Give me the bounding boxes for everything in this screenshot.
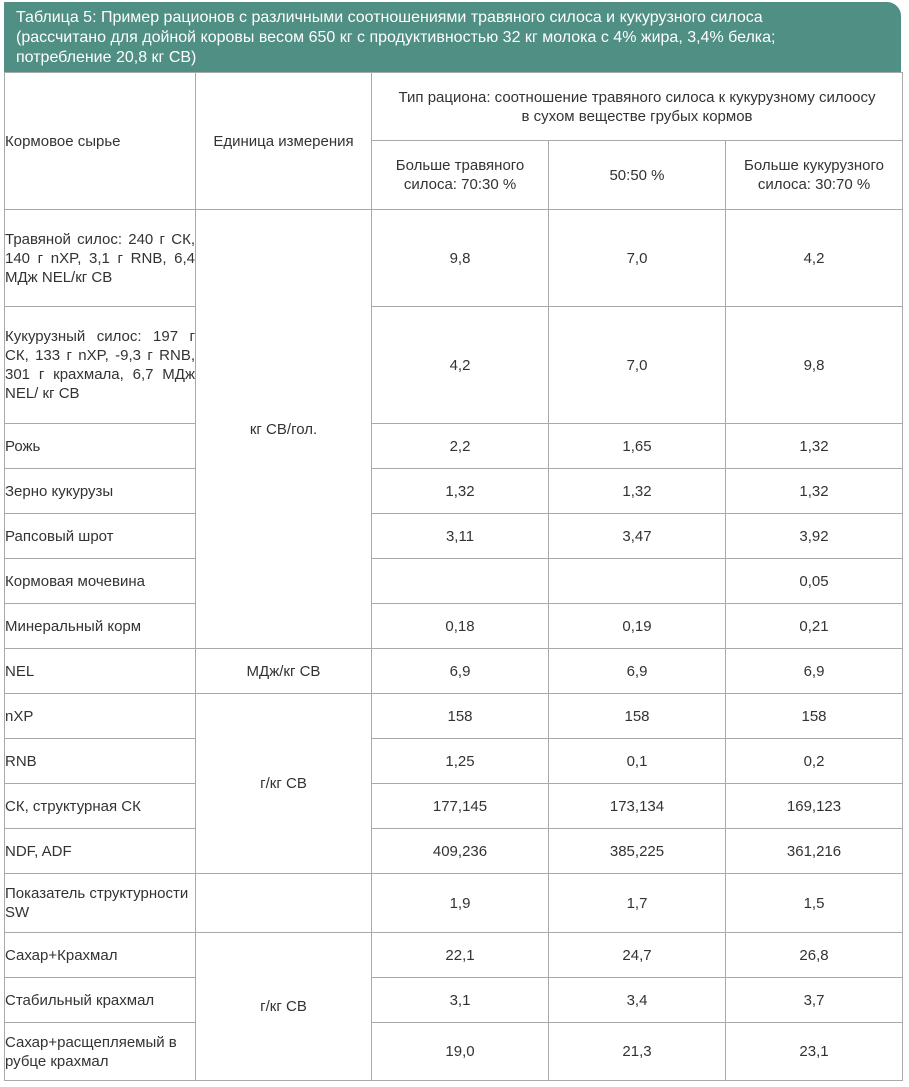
table-row	[5, 649, 903, 694]
cell-equal: 3,4	[549, 978, 726, 1023]
unit-g-kg-dm: г/кг СВ	[196, 694, 372, 874]
table-row	[5, 1023, 903, 1081]
row-feed: Кормовая мочевина	[5, 559, 196, 604]
cell-equal: 3,47	[549, 514, 726, 559]
header-ration-type	[372, 73, 903, 141]
table-row	[5, 874, 903, 933]
cell-grass: 19,0	[372, 1023, 549, 1081]
cell-grass: 4,2	[372, 307, 549, 424]
table-row	[5, 978, 903, 1023]
cell-grass: 177,145	[372, 784, 549, 829]
cell-corn: 1,5	[726, 874, 903, 933]
cell-corn: 169,123	[726, 784, 903, 829]
cell-equal: 1,7	[549, 874, 726, 933]
cell-corn: 0,2	[726, 739, 903, 784]
unit-empty	[196, 874, 372, 933]
table-row	[5, 694, 903, 739]
header-col-grass-line-1: Больше травяного	[395, 157, 525, 174]
cell-corn: 9,8	[726, 307, 903, 424]
row-feed: Зерно кукурузы	[5, 469, 196, 514]
cell-grass: 1,25	[372, 739, 549, 784]
row-feed: nXP	[5, 694, 196, 739]
row-feed: Рожь	[5, 424, 196, 469]
header-unit: Единица измерения	[196, 73, 372, 210]
row-feed: Минеральный корм	[5, 604, 196, 649]
table-row	[5, 210, 903, 307]
ration-table	[4, 72, 903, 1081]
header-col-equal: 50:50 %	[549, 141, 726, 210]
cell-corn: 4,2	[726, 210, 903, 307]
table-row	[5, 784, 903, 829]
cell-corn: 23,1	[726, 1023, 903, 1081]
cell-equal: 158	[549, 694, 726, 739]
cell-grass: 158	[372, 694, 549, 739]
cell-equal: 7,0	[549, 210, 726, 307]
cell-corn: 3,92	[726, 514, 903, 559]
cell-corn: 3,7	[726, 978, 903, 1023]
caption-line-1: Таблица 5: Пример рационов с различными соотношениями травяного силоса и кукурузного силоса	[16, 9, 763, 26]
row-feed: NDF, ADF	[5, 829, 196, 874]
header-col-corn-line-1: Больше кукурузного	[744, 157, 884, 174]
table-row	[5, 469, 903, 514]
cell-equal: 385,225	[549, 829, 726, 874]
table-row	[5, 424, 903, 469]
table-row	[5, 559, 903, 604]
cell-equal	[549, 559, 726, 604]
cell-equal: 0,1	[549, 739, 726, 784]
row-feed: RNB	[5, 739, 196, 784]
header-col-corn	[726, 141, 903, 210]
cell-corn: 0,21	[726, 604, 903, 649]
row-feed: Рапсовый шрот	[5, 514, 196, 559]
header-col-grass	[372, 141, 549, 210]
header-ration-type-line-1: Тип рациона: соотношение травяного силоса к кукурузному силоосу	[398, 88, 876, 106]
table-row	[5, 604, 903, 649]
cell-corn: 1,32	[726, 424, 903, 469]
table-row	[5, 933, 903, 978]
row-feed: Сахар+расщепляемый в рубце крахмал	[5, 1023, 196, 1081]
cell-equal: 1,32	[549, 469, 726, 514]
cell-equal: 0,19	[549, 604, 726, 649]
cell-corn: 0,05	[726, 559, 903, 604]
row-feed: Сахар+Крахмал	[5, 933, 196, 978]
cell-grass: 1,32	[372, 469, 549, 514]
header-col-grass-line-2: силоса: 70:30 %	[403, 176, 517, 193]
row-feed: Показатель структурности SW	[5, 874, 196, 933]
header-feed: Кормовое сырье	[5, 73, 196, 210]
table-row	[5, 739, 903, 784]
cell-grass: 3,1	[372, 978, 549, 1023]
header-ration-type-line-2: в сухом веществе грубых кормов	[521, 107, 753, 125]
cell-grass: 2,2	[372, 424, 549, 469]
caption-line-2: (рассчитано для дойной коровы весом 650 кг с продуктивностью 32 кг молока с 4% жира, 3,4% белка;	[16, 29, 776, 46]
cell-corn: 361,216	[726, 829, 903, 874]
header-col-corn-line-2: силоса: 30:70 %	[757, 176, 871, 193]
cell-grass: 409,236	[372, 829, 549, 874]
cell-equal: 1,65	[549, 424, 726, 469]
row-feed: СК, структурная СК	[5, 784, 196, 829]
row-feed: Стабильный крахмал	[5, 978, 196, 1023]
cell-equal: 21,3	[549, 1023, 726, 1081]
cell-grass: 22,1	[372, 933, 549, 978]
unit-g-kg-dm: г/кг СВ	[196, 933, 372, 1081]
row-feed: NEL	[5, 649, 196, 694]
cell-grass: 0,18	[372, 604, 549, 649]
cell-grass: 9,8	[372, 210, 549, 307]
cell-grass	[372, 559, 549, 604]
table-row	[5, 829, 903, 874]
cell-corn: 1,32	[726, 469, 903, 514]
cell-equal: 7,0	[549, 307, 726, 424]
unit-kg-dm-head: кг СВ/гол.	[196, 210, 372, 649]
table-row	[5, 307, 903, 424]
cell-corn: 26,8	[726, 933, 903, 978]
row-feed: Травяной силос: 240 г СК, 140 г nXP, 3,1 г RNB, 6,4 МДж NEL/кг СВ	[5, 210, 196, 307]
cell-equal: 173,134	[549, 784, 726, 829]
cell-corn: 158	[726, 694, 903, 739]
header-row	[5, 73, 903, 141]
table-caption	[4, 2, 901, 72]
cell-grass: 6,9	[372, 649, 549, 694]
cell-corn: 6,9	[726, 649, 903, 694]
table-row	[5, 514, 903, 559]
cell-equal: 24,7	[549, 933, 726, 978]
unit-mj-kg-dm: МДж/кг СВ	[196, 649, 372, 694]
cell-grass: 1,9	[372, 874, 549, 933]
cell-equal: 6,9	[549, 649, 726, 694]
row-feed: Кукурузный силос: 197 г СК, 133 г nXP, -9,3 г RNB, 301 г крахмала, 6,7 МДж NEL/ кг СВ	[5, 307, 196, 424]
caption-line-3: потребление 20,8 кг СВ)	[16, 49, 197, 66]
cell-grass: 3,11	[372, 514, 549, 559]
